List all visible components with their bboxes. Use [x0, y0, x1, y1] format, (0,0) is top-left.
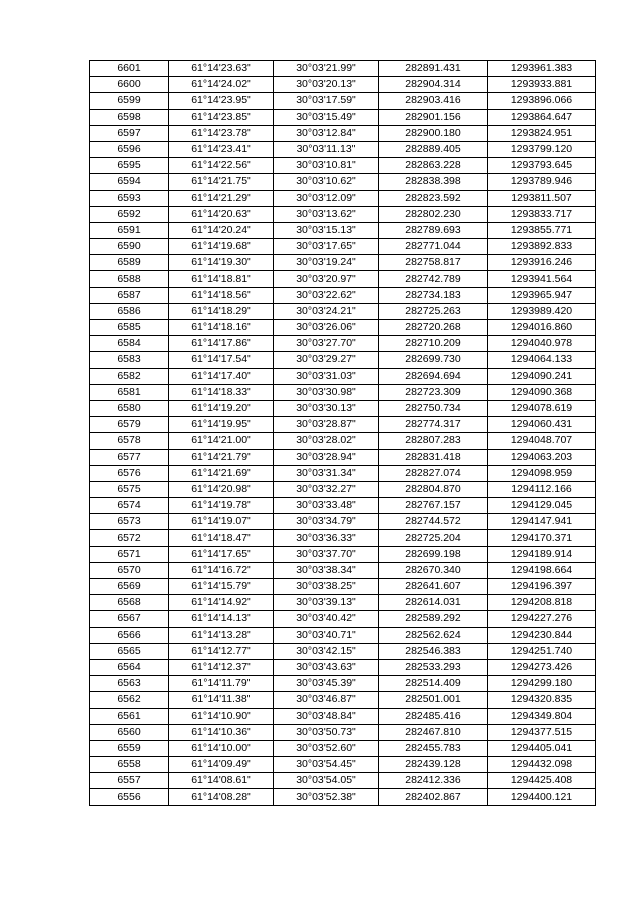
- point-number-cell: 6581: [90, 384, 169, 400]
- x-coordinate-cell: 282750.734: [379, 400, 488, 416]
- point-number-cell: 6601: [90, 61, 169, 77]
- point-number-cell: 6600: [90, 77, 169, 93]
- y-coordinate-cell: 1294273.426: [488, 659, 596, 675]
- point-number-cell: 6582: [90, 368, 169, 384]
- latitude-cell: 61°14'23.41": [169, 141, 274, 157]
- y-coordinate-cell: 1294090.368: [488, 384, 596, 400]
- point-number-cell: 6583: [90, 352, 169, 368]
- point-number-cell: 6589: [90, 255, 169, 271]
- longitude-cell: 30°03'11.13": [274, 141, 379, 157]
- point-number-cell: 6575: [90, 481, 169, 497]
- point-number-cell: 6591: [90, 222, 169, 238]
- y-coordinate-cell: 1294112.166: [488, 481, 596, 497]
- table-row: [90, 481, 596, 497]
- longitude-cell: 30°03'46.87": [274, 692, 379, 708]
- point-number-cell: 6597: [90, 125, 169, 141]
- latitude-cell: 61°14'10.00": [169, 740, 274, 756]
- table-row: [90, 465, 596, 481]
- y-coordinate-cell: 1293855.771: [488, 222, 596, 238]
- y-coordinate-cell: 1294016.860: [488, 320, 596, 336]
- y-coordinate-cell: 1294299.180: [488, 676, 596, 692]
- y-coordinate-cell: 1294400.121: [488, 789, 596, 805]
- latitude-cell: 61°14'19.30": [169, 255, 274, 271]
- longitude-cell: 30°03'15.49": [274, 109, 379, 125]
- y-coordinate-cell: 1293933.881: [488, 77, 596, 93]
- point-number-cell: 6576: [90, 465, 169, 481]
- point-number-cell: 6566: [90, 627, 169, 643]
- longitude-cell: 30°03'31.34": [274, 465, 379, 481]
- longitude-cell: 30°03'27.70": [274, 336, 379, 352]
- longitude-cell: 30°03'45.39": [274, 676, 379, 692]
- longitude-cell: 30°03'30.98": [274, 384, 379, 400]
- point-number-cell: 6572: [90, 530, 169, 546]
- y-coordinate-cell: 1294040.978: [488, 336, 596, 352]
- y-coordinate-cell: 1293896.066: [488, 93, 596, 109]
- table-row: [90, 562, 596, 578]
- point-number-cell: 6569: [90, 579, 169, 595]
- longitude-cell: 30°03'42.15": [274, 643, 379, 659]
- longitude-cell: 30°03'17.59": [274, 93, 379, 109]
- latitude-cell: 61°14'23.85": [169, 109, 274, 125]
- table-row: [90, 740, 596, 756]
- y-coordinate-cell: 1294349.804: [488, 708, 596, 724]
- longitude-cell: 30°03'50.73": [274, 724, 379, 740]
- y-coordinate-cell: 1293941.564: [488, 271, 596, 287]
- x-coordinate-cell: 282725.204: [379, 530, 488, 546]
- longitude-cell: 30°03'52.38": [274, 789, 379, 805]
- latitude-cell: 61°14'20.63": [169, 206, 274, 222]
- latitude-cell: 61°14'23.63": [169, 61, 274, 77]
- point-number-cell: 6557: [90, 773, 169, 789]
- latitude-cell: 61°14'17.86": [169, 336, 274, 352]
- y-coordinate-cell: 1294227.276: [488, 611, 596, 627]
- point-number-cell: 6558: [90, 757, 169, 773]
- point-number-cell: 6568: [90, 595, 169, 611]
- point-number-cell: 6578: [90, 433, 169, 449]
- x-coordinate-cell: 282402.867: [379, 789, 488, 805]
- y-coordinate-cell: 1293799.120: [488, 141, 596, 157]
- y-coordinate-cell: 1293989.420: [488, 303, 596, 319]
- x-coordinate-cell: 282901.156: [379, 109, 488, 125]
- point-number-cell: 6571: [90, 546, 169, 562]
- latitude-cell: 61°14'18.56": [169, 287, 274, 303]
- table-row: [90, 239, 596, 255]
- longitude-cell: 30°03'20.97": [274, 271, 379, 287]
- table-row: [90, 449, 596, 465]
- y-coordinate-cell: 1294129.045: [488, 498, 596, 514]
- x-coordinate-cell: 282467.810: [379, 724, 488, 740]
- y-coordinate-cell: 1293892.833: [488, 239, 596, 255]
- longitude-cell: 30°03'15.13": [274, 222, 379, 238]
- latitude-cell: 61°14'18.81": [169, 271, 274, 287]
- latitude-cell: 61°14'12.77": [169, 643, 274, 659]
- x-coordinate-cell: 282804.870: [379, 481, 488, 497]
- x-coordinate-cell: 282831.418: [379, 449, 488, 465]
- latitude-cell: 61°14'08.61": [169, 773, 274, 789]
- longitude-cell: 30°03'13.62": [274, 206, 379, 222]
- x-coordinate-cell: 282771.044: [379, 239, 488, 255]
- table-row: [90, 206, 596, 222]
- point-number-cell: 6588: [90, 271, 169, 287]
- table-row: [90, 757, 596, 773]
- longitude-cell: 30°03'28.87": [274, 417, 379, 433]
- table-row: [90, 287, 596, 303]
- x-coordinate-cell: 282725.263: [379, 303, 488, 319]
- longitude-cell: 30°03'39.13": [274, 595, 379, 611]
- latitude-cell: 61°14'19.07": [169, 514, 274, 530]
- y-coordinate-cell: 1294048.707: [488, 433, 596, 449]
- latitude-cell: 61°14'10.36": [169, 724, 274, 740]
- latitude-cell: 61°14'21.75": [169, 174, 274, 190]
- longitude-cell: 30°03'20.13": [274, 77, 379, 93]
- table-row: [90, 271, 596, 287]
- y-coordinate-cell: 1294320.835: [488, 692, 596, 708]
- y-coordinate-cell: 1293864.647: [488, 109, 596, 125]
- coordinates-table: [89, 60, 596, 806]
- y-coordinate-cell: 1294377.515: [488, 724, 596, 740]
- point-number-cell: 6574: [90, 498, 169, 514]
- y-coordinate-cell: 1294198.664: [488, 562, 596, 578]
- x-coordinate-cell: 282758.817: [379, 255, 488, 271]
- point-number-cell: 6585: [90, 320, 169, 336]
- longitude-cell: 30°03'22.62": [274, 287, 379, 303]
- table-row: [90, 320, 596, 336]
- y-coordinate-cell: 1293824.951: [488, 125, 596, 141]
- x-coordinate-cell: 282533.293: [379, 659, 488, 675]
- longitude-cell: 30°03'40.42": [274, 611, 379, 627]
- x-coordinate-cell: 282807.283: [379, 433, 488, 449]
- longitude-cell: 30°03'38.25": [274, 579, 379, 595]
- longitude-cell: 30°03'54.45": [274, 757, 379, 773]
- longitude-cell: 30°03'21.99": [274, 61, 379, 77]
- point-number-cell: 6562: [90, 692, 169, 708]
- longitude-cell: 30°03'40.71": [274, 627, 379, 643]
- x-coordinate-cell: 282589.292: [379, 611, 488, 627]
- table-row: [90, 141, 596, 157]
- y-coordinate-cell: 1294405.041: [488, 740, 596, 756]
- y-coordinate-cell: 1293793.645: [488, 158, 596, 174]
- table-row: [90, 336, 596, 352]
- table-row: [90, 789, 596, 805]
- table-row: [90, 530, 596, 546]
- x-coordinate-cell: 282412.336: [379, 773, 488, 789]
- longitude-cell: 30°03'12.84": [274, 125, 379, 141]
- latitude-cell: 61°14'08.28": [169, 789, 274, 805]
- latitude-cell: 61°14'18.29": [169, 303, 274, 319]
- table-row: [90, 417, 596, 433]
- table-row: [90, 659, 596, 675]
- x-coordinate-cell: 282641.607: [379, 579, 488, 595]
- latitude-cell: 61°14'19.20": [169, 400, 274, 416]
- latitude-cell: 61°14'10.90": [169, 708, 274, 724]
- x-coordinate-cell: 282823.592: [379, 190, 488, 206]
- longitude-cell: 30°03'54.05": [274, 773, 379, 789]
- longitude-cell: 30°03'52.60": [274, 740, 379, 756]
- latitude-cell: 61°14'23.95": [169, 93, 274, 109]
- y-coordinate-cell: 1294090.241: [488, 368, 596, 384]
- x-coordinate-cell: 282774.317: [379, 417, 488, 433]
- y-coordinate-cell: 1294060.431: [488, 417, 596, 433]
- latitude-cell: 61°14'22.56": [169, 158, 274, 174]
- x-coordinate-cell: 282699.198: [379, 546, 488, 562]
- y-coordinate-cell: 1294098.959: [488, 465, 596, 481]
- table-row: [90, 514, 596, 530]
- table-row: [90, 692, 596, 708]
- latitude-cell: 61°14'17.54": [169, 352, 274, 368]
- point-number-cell: 6559: [90, 740, 169, 756]
- point-number-cell: 6590: [90, 239, 169, 255]
- y-coordinate-cell: 1294251.740: [488, 643, 596, 659]
- x-coordinate-cell: 282802.230: [379, 206, 488, 222]
- y-coordinate-cell: 1294170.371: [488, 530, 596, 546]
- y-coordinate-cell: 1294432.098: [488, 757, 596, 773]
- latitude-cell: 61°14'18.47": [169, 530, 274, 546]
- table-row: [90, 77, 596, 93]
- latitude-cell: 61°14'11.38": [169, 692, 274, 708]
- y-coordinate-cell: 1294230.844: [488, 627, 596, 643]
- longitude-cell: 30°03'12.09": [274, 190, 379, 206]
- point-number-cell: 6556: [90, 789, 169, 805]
- x-coordinate-cell: 282904.314: [379, 77, 488, 93]
- x-coordinate-cell: 282710.209: [379, 336, 488, 352]
- longitude-cell: 30°03'31.03": [274, 368, 379, 384]
- x-coordinate-cell: 282720.268: [379, 320, 488, 336]
- latitude-cell: 61°14'20.98": [169, 481, 274, 497]
- table-row: [90, 611, 596, 627]
- table-row: [90, 433, 596, 449]
- table-row: [90, 579, 596, 595]
- table-row: [90, 174, 596, 190]
- point-number-cell: 6595: [90, 158, 169, 174]
- longitude-cell: 30°03'19.24": [274, 255, 379, 271]
- x-coordinate-cell: 282501.001: [379, 692, 488, 708]
- longitude-cell: 30°03'29.27": [274, 352, 379, 368]
- table-row: [90, 400, 596, 416]
- latitude-cell: 61°14'19.78": [169, 498, 274, 514]
- longitude-cell: 30°03'36.33": [274, 530, 379, 546]
- point-number-cell: 6577: [90, 449, 169, 465]
- x-coordinate-cell: 282455.783: [379, 740, 488, 756]
- point-number-cell: 6561: [90, 708, 169, 724]
- latitude-cell: 61°14'18.16": [169, 320, 274, 336]
- point-number-cell: 6599: [90, 93, 169, 109]
- latitude-cell: 61°14'17.40": [169, 368, 274, 384]
- x-coordinate-cell: 282562.624: [379, 627, 488, 643]
- longitude-cell: 30°03'33.48": [274, 498, 379, 514]
- point-number-cell: 6565: [90, 643, 169, 659]
- longitude-cell: 30°03'17.65": [274, 239, 379, 255]
- latitude-cell: 61°14'21.69": [169, 465, 274, 481]
- latitude-cell: 61°14'23.78": [169, 125, 274, 141]
- point-number-cell: 6560: [90, 724, 169, 740]
- point-number-cell: 6584: [90, 336, 169, 352]
- point-number-cell: 6567: [90, 611, 169, 627]
- longitude-cell: 30°03'37.70": [274, 546, 379, 562]
- table-row: [90, 643, 596, 659]
- latitude-cell: 61°14'19.95": [169, 417, 274, 433]
- table-row: [90, 595, 596, 611]
- table-row: [90, 303, 596, 319]
- y-coordinate-cell: 1293833.717: [488, 206, 596, 222]
- x-coordinate-cell: 282863.228: [379, 158, 488, 174]
- y-coordinate-cell: 1294196.397: [488, 579, 596, 595]
- y-coordinate-cell: 1294064.133: [488, 352, 596, 368]
- latitude-cell: 61°14'14.13": [169, 611, 274, 627]
- point-number-cell: 6580: [90, 400, 169, 416]
- table-row: [90, 158, 596, 174]
- longitude-cell: 30°03'38.34": [274, 562, 379, 578]
- latitude-cell: 61°14'09.49": [169, 757, 274, 773]
- latitude-cell: 61°14'18.33": [169, 384, 274, 400]
- point-number-cell: 6563: [90, 676, 169, 692]
- x-coordinate-cell: 282903.416: [379, 93, 488, 109]
- latitude-cell: 61°14'15.79": [169, 579, 274, 595]
- point-number-cell: 6570: [90, 562, 169, 578]
- latitude-cell: 61°14'14.92": [169, 595, 274, 611]
- longitude-cell: 30°03'48.84": [274, 708, 379, 724]
- longitude-cell: 30°03'24.21": [274, 303, 379, 319]
- table-row: [90, 676, 596, 692]
- y-coordinate-cell: 1294208.818: [488, 595, 596, 611]
- y-coordinate-cell: 1294147.941: [488, 514, 596, 530]
- table-row: [90, 109, 596, 125]
- table-row: [90, 627, 596, 643]
- longitude-cell: 30°03'28.94": [274, 449, 379, 465]
- point-number-cell: 6586: [90, 303, 169, 319]
- table-row: [90, 368, 596, 384]
- table-row: [90, 222, 596, 238]
- y-coordinate-cell: 1294078.619: [488, 400, 596, 416]
- y-coordinate-cell: 1294189.914: [488, 546, 596, 562]
- x-coordinate-cell: 282838.398: [379, 174, 488, 190]
- point-number-cell: 6593: [90, 190, 169, 206]
- point-number-cell: 6598: [90, 109, 169, 125]
- latitude-cell: 61°14'21.29": [169, 190, 274, 206]
- y-coordinate-cell: 1293965.947: [488, 287, 596, 303]
- point-number-cell: 6573: [90, 514, 169, 530]
- y-coordinate-cell: 1293961.383: [488, 61, 596, 77]
- point-number-cell: 6594: [90, 174, 169, 190]
- x-coordinate-cell: 282723.309: [379, 384, 488, 400]
- table-row: [90, 352, 596, 368]
- point-number-cell: 6564: [90, 659, 169, 675]
- y-coordinate-cell: 1293811.507: [488, 190, 596, 206]
- latitude-cell: 61°14'16.72": [169, 562, 274, 578]
- x-coordinate-cell: 282900.180: [379, 125, 488, 141]
- latitude-cell: 61°14'21.00": [169, 433, 274, 449]
- x-coordinate-cell: 282514.409: [379, 676, 488, 692]
- latitude-cell: 61°14'21.79": [169, 449, 274, 465]
- x-coordinate-cell: 282767.157: [379, 498, 488, 514]
- point-number-cell: 6596: [90, 141, 169, 157]
- longitude-cell: 30°03'32.27": [274, 481, 379, 497]
- table-row: [90, 93, 596, 109]
- point-number-cell: 6592: [90, 206, 169, 222]
- latitude-cell: 61°14'17.65": [169, 546, 274, 562]
- table-row: [90, 724, 596, 740]
- x-coordinate-cell: 282744.572: [379, 514, 488, 530]
- y-coordinate-cell: 1293916.246: [488, 255, 596, 271]
- longitude-cell: 30°03'26.06": [274, 320, 379, 336]
- x-coordinate-cell: 282670.340: [379, 562, 488, 578]
- longitude-cell: 30°03'43.63": [274, 659, 379, 675]
- table-row: [90, 498, 596, 514]
- table-row: [90, 708, 596, 724]
- x-coordinate-cell: 282827.074: [379, 465, 488, 481]
- x-coordinate-cell: 282742.789: [379, 271, 488, 287]
- table-row: [90, 125, 596, 141]
- latitude-cell: 61°14'19.68": [169, 239, 274, 255]
- point-number-cell: 6579: [90, 417, 169, 433]
- point-number-cell: 6587: [90, 287, 169, 303]
- x-coordinate-cell: 282699.730: [379, 352, 488, 368]
- latitude-cell: 61°14'11.79": [169, 676, 274, 692]
- latitude-cell: 61°14'12.37": [169, 659, 274, 675]
- latitude-cell: 61°14'20.24": [169, 222, 274, 238]
- table-row: [90, 546, 596, 562]
- table-row: [90, 773, 596, 789]
- x-coordinate-cell: 282889.405: [379, 141, 488, 157]
- latitude-cell: 61°14'24.02": [169, 77, 274, 93]
- x-coordinate-cell: 282485.416: [379, 708, 488, 724]
- x-coordinate-cell: 282546.383: [379, 643, 488, 659]
- y-coordinate-cell: 1293789.946: [488, 174, 596, 190]
- longitude-cell: 30°03'10.62": [274, 174, 379, 190]
- longitude-cell: 30°03'34.79": [274, 514, 379, 530]
- longitude-cell: 30°03'28.02": [274, 433, 379, 449]
- latitude-cell: 61°14'13.28": [169, 627, 274, 643]
- x-coordinate-cell: 282439.128: [379, 757, 488, 773]
- table-row: [90, 255, 596, 271]
- y-coordinate-cell: 1294063.203: [488, 449, 596, 465]
- x-coordinate-cell: 282789.693: [379, 222, 488, 238]
- x-coordinate-cell: 282734.183: [379, 287, 488, 303]
- table-row: [90, 61, 596, 77]
- table-row: [90, 190, 596, 206]
- longitude-cell: 30°03'10.81": [274, 158, 379, 174]
- x-coordinate-cell: 282891.431: [379, 61, 488, 77]
- x-coordinate-cell: 282614.031: [379, 595, 488, 611]
- longitude-cell: 30°03'30.13": [274, 400, 379, 416]
- table-row: [90, 384, 596, 400]
- x-coordinate-cell: 282694.694: [379, 368, 488, 384]
- y-coordinate-cell: 1294425.408: [488, 773, 596, 789]
- coordinates-table-body: [90, 61, 596, 806]
